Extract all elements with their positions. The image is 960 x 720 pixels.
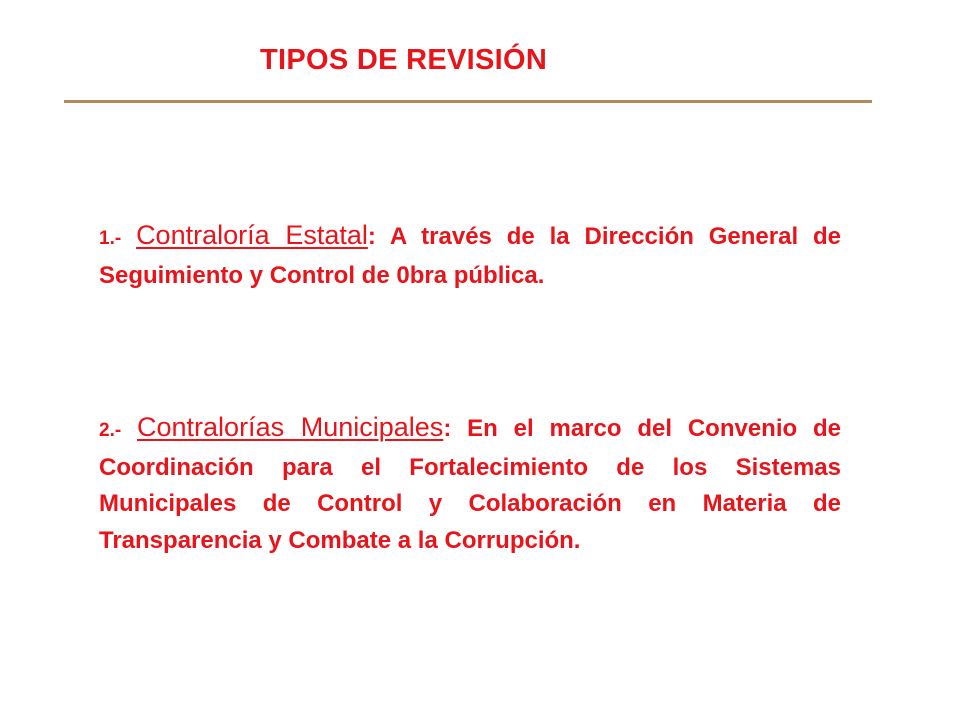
title-divider <box>64 100 872 103</box>
item-colon: : <box>443 415 452 442</box>
item-term: Contralorías Municipales <box>137 412 444 442</box>
item-description: En el marco del Convenio de Coordinación para el Fortalecimiento de los Sistemas Municipales de Control y Colaboración en Materia de Transparencia y Combate a la Corrupción. <box>99 415 841 554</box>
item-number: 2.- <box>99 420 122 441</box>
item-number: 1.- <box>99 228 122 249</box>
item-colon: : <box>367 223 376 250</box>
slide-title: TIPOS DE REVISIÓN <box>260 44 548 76</box>
review-type-item-1 <box>99 217 841 294</box>
item-description: A través de la Dirección General de Seguimiento y Control de 0bra pública. <box>99 223 842 289</box>
item-term: Contraloría Estatal <box>136 220 368 250</box>
review-type-item-2 <box>99 409 841 559</box>
